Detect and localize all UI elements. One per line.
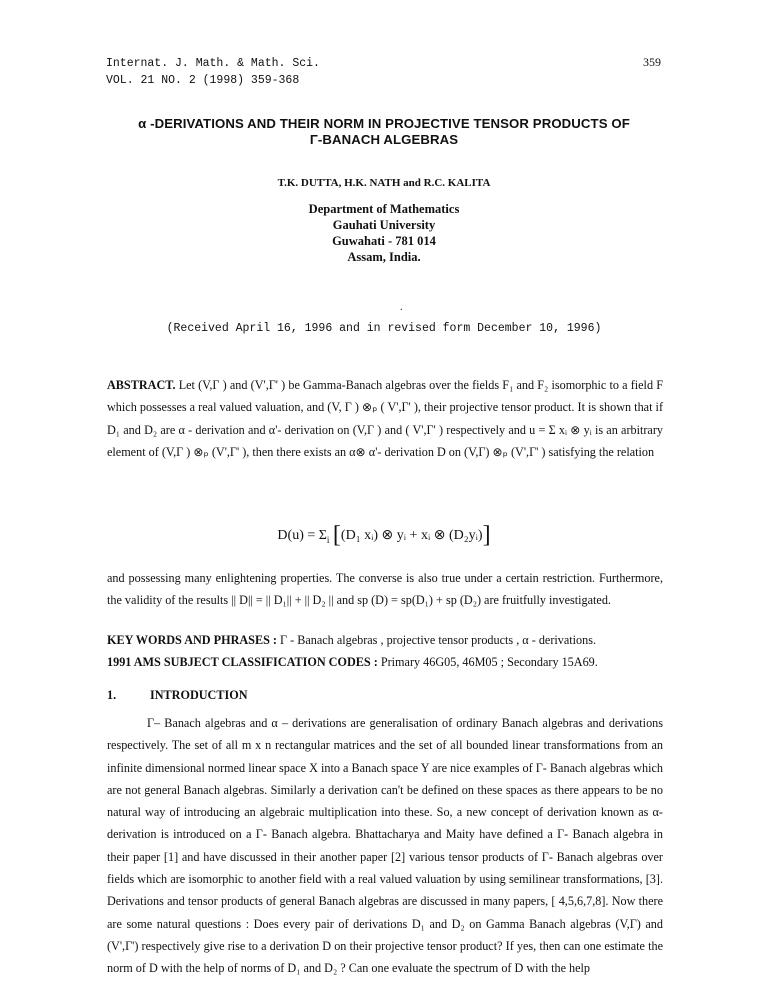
- title-line-2: Γ-BANACH ALGEBRAS: [309, 132, 459, 147]
- bracket-left: [: [332, 522, 341, 548]
- bracket-right: ]: [482, 522, 491, 548]
- journal-citation: [106, 55, 320, 89]
- received-dates: (Received April 16, 1996 and in revised form December 10, 1996): [166, 322, 602, 335]
- keywords-label: KEY WORDS AND PHRASES :: [107, 633, 277, 647]
- keywords-text: Γ - Banach algebras , projective tensor products , α - derivations.: [280, 633, 597, 647]
- authors: T.K. DUTTA, H.K. NATH and R.C. KALITA: [277, 177, 491, 189]
- abstract-paragraph: [107, 374, 663, 463]
- title-line-1: α -DERIVATIONS AND THEIR NORM IN PROJECTIVE TENSOR PRODUCTS OF: [138, 116, 630, 131]
- journal-name: Internat. J. Math. & Math. Sci.: [106, 57, 320, 70]
- affiliation-department: Department of Mathematics: [308, 202, 460, 216]
- ams-label: 1991 AMS SUBJECT CLASSIFICATION CODES :: [107, 655, 378, 669]
- ams-text: Primary 46G05, 46M05 ; Secondary 15A69.: [380, 655, 598, 669]
- abstract-text-2: and possessing many enlightening properties. The converse is also true under a certain restriction. Furthermore, the validity of the results || D|| = || D₁|| + || D₂ || and sp (D) = sp(D₁) + sp (D₂) are fruitfully investigated.: [107, 571, 663, 608]
- affiliation: [0, 201, 768, 265]
- equation-subscript: i: [326, 534, 330, 545]
- section-title: INTRODUCTION: [150, 688, 248, 702]
- journal-volume: VOL. 21 NO. 2 (1998) 359-368: [106, 74, 300, 87]
- main-equation: [0, 522, 768, 549]
- section-heading: [107, 688, 248, 703]
- abstract-label: ABSTRACT.: [107, 378, 176, 392]
- keywords-block: [107, 629, 687, 673]
- paper-title: [0, 116, 768, 148]
- abstract-text: Let (V,Γ ) and (V',Γ' ) be Gamma-Banach algebras over the fields F₁ and F₂ isomorphic to a field F which possesses a real valued valuation, and (V, Γ ) ⊗ₚ ( V',Γ' ), their projective tensor product. It is shown that if D₁ and D₂ are α - derivation and α'- derivation on (V,Γ ) and ( V',Γ' ) respectively and u = Σ xᵢ ⊗ yᵢ is an arbitrary element of (V,Γ ) ⊗ₚ (V',Γ' ), then there exists an α⊗ α'- derivation D on (V,Γ) ⊗ₚ (V',Γ' ) satisfying the relation: [107, 378, 663, 459]
- page-number: 359: [643, 55, 661, 69]
- affiliation-city: Guwahati - 781 014: [332, 234, 436, 248]
- introduction-text: Γ– Banach algebras and α – derivations are generalisation of ordinary Banach algebras and derivations respectively. The set of all m x n rectangular matrices and the set of all bounded linear transformations from an infinite dimensional normed linear space X into a Banach space Y are nice examples of Γ- Banach algebras which are not general Banach algebras. Similarly a derivation can't be defined on these spaces as there appears to be no natural way of introducing an algebraic multiplication into these. So, a new concept of derivation known as α- derivation is introduced on a Γ- Banach algebra. Bhattacharya and Maity have defined a Γ- Banach algebra in their paper [1] and have discussed in their another paper [2] various tensor products of Γ- Banach algebras over fields which are isomorphic to another field with a real valued valuation by using semilinear transformations, [3]. Derivations and tensor products of general Banach algebras are discussed in many papers, [ 4,5,6,7,8]. Now there are some natural questions : Does every pair of derivations D₁ and D₂ on Gamma Banach algebras (V,Γ) and (V',Γ') respectively give rise to a derivation D on their projective tensor product? If yes, then can one estimate the norm of D with the help of norms of D₁ and D₂ ? Can one evaluate the spectrum of D with the help: [107, 716, 663, 976]
- abstract-continuation: [107, 567, 663, 612]
- equation-lhs: D(u) = Σ: [277, 528, 327, 543]
- introduction-paragraph: [107, 712, 663, 980]
- affiliation-country: Assam, India.: [347, 250, 421, 264]
- equation-body: (D₁ xᵢ) ⊗ yᵢ + xᵢ ⊗ (D₂yᵢ): [340, 528, 483, 543]
- stray-mark: .: [400, 302, 403, 313]
- affiliation-university: Gauhati University: [332, 218, 436, 232]
- section-number: 1.: [107, 688, 117, 702]
